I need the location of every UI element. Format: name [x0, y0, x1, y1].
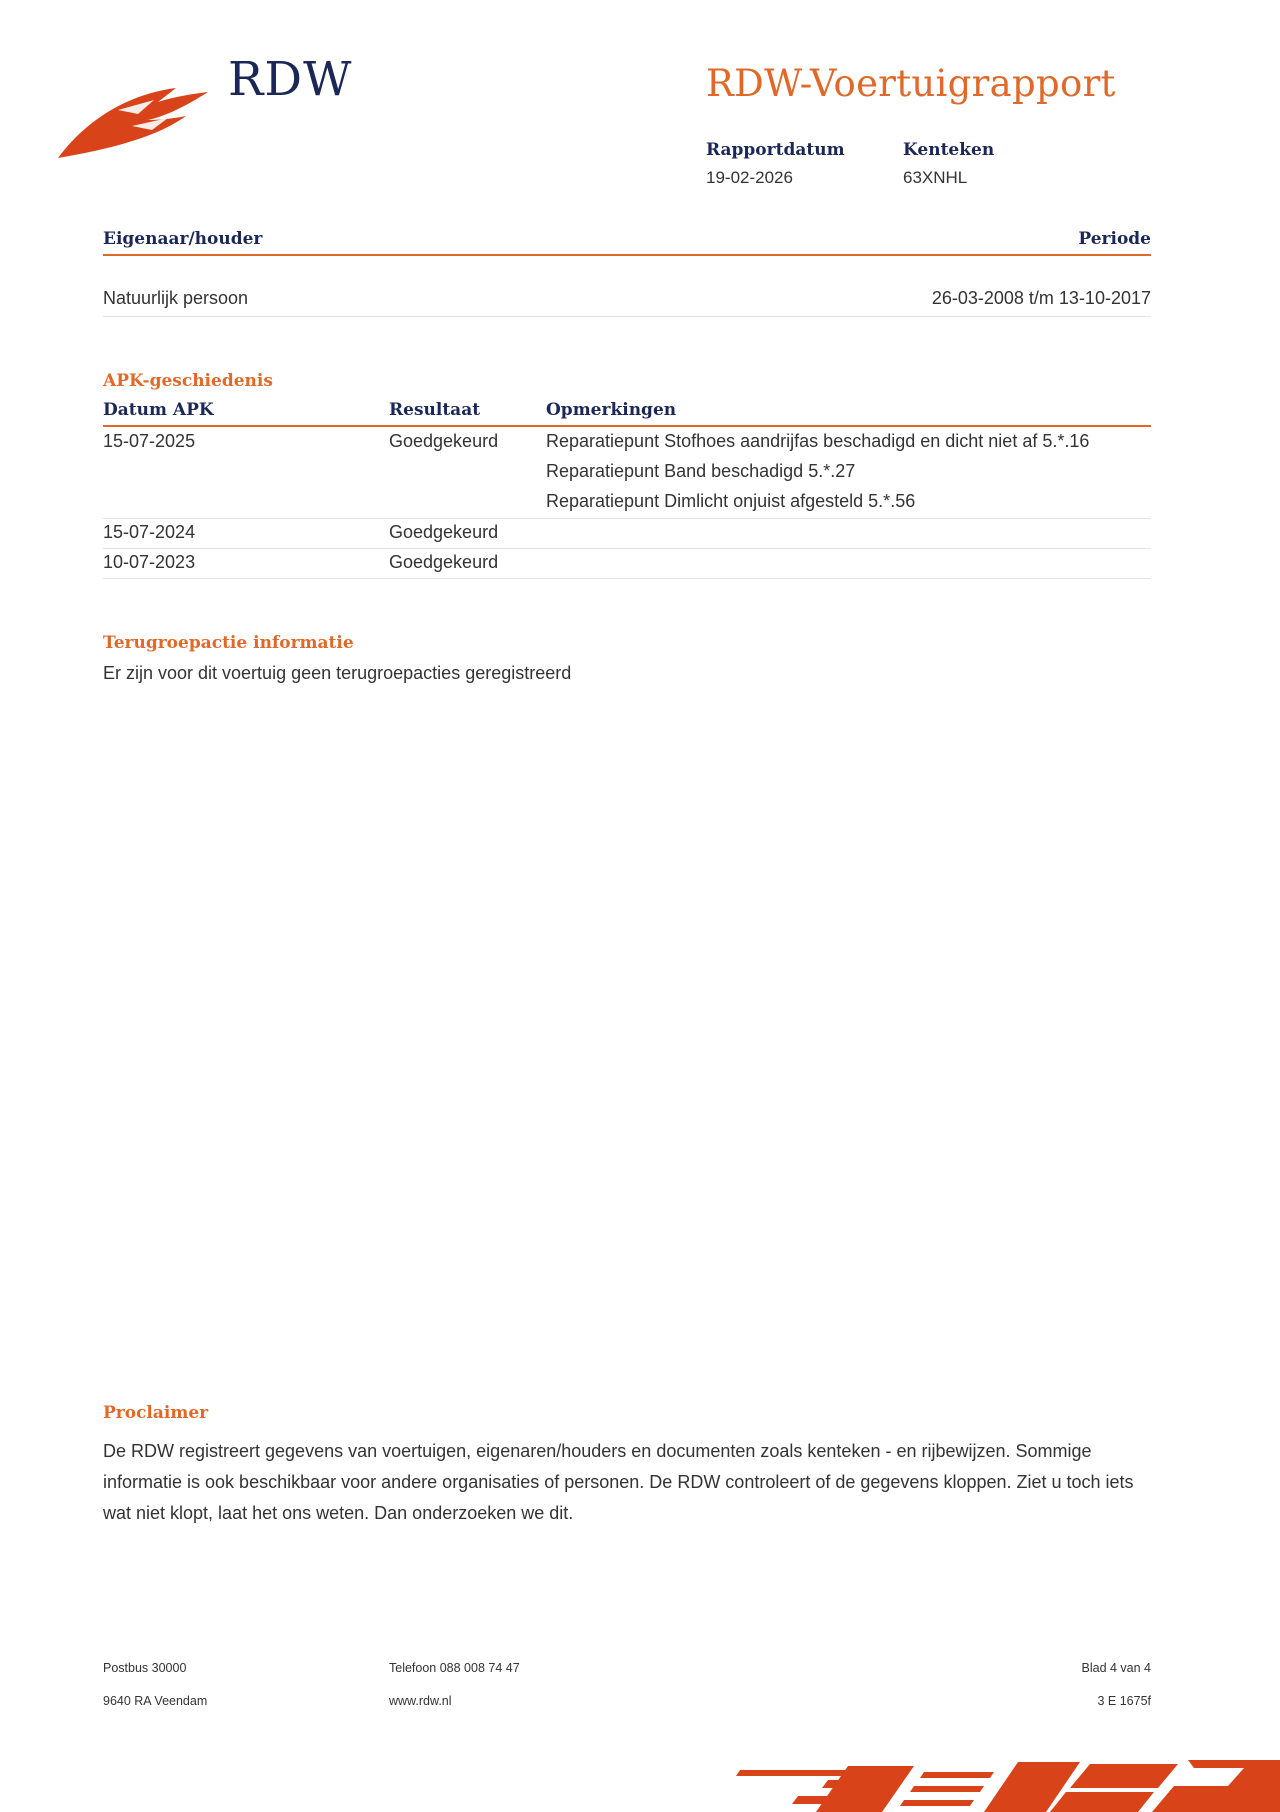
- rdw-logo-icon: [58, 80, 210, 160]
- apk-row-remark: Reparatiepunt Dimlicht onjuist afgesteld 5.*.56: [546, 491, 916, 511]
- footer-document-code: 3 E 1675f: [1097, 1694, 1151, 1708]
- apk-row-remark: Reparatiepunt Stofhoes aandrijfas beschadigd en dicht niet af 5.*.16: [546, 431, 1090, 451]
- report-date-value: 19-02-2026: [706, 168, 793, 187]
- plate-value: 63XNHL: [903, 168, 968, 187]
- apk-row-date: 10-07-2023: [103, 552, 196, 572]
- apk-row-result: Goedgekeurd: [389, 552, 499, 572]
- recall-section-title: Terugroepactie informatie: [103, 633, 354, 653]
- plate-label: Kenteken: [903, 140, 995, 160]
- report-title: RDW-Voertuigrapport: [706, 62, 1116, 105]
- owner-type: Natuurlijk persoon: [103, 288, 249, 308]
- footer-address-line1: Postbus 30000: [103, 1661, 187, 1675]
- apk-row-date: 15-07-2025: [103, 431, 196, 451]
- owner-row-divider: [103, 316, 1151, 317]
- footer-website[interactable]: www.rdw.nl: [389, 1694, 452, 1708]
- apk-row-divider: [103, 578, 1151, 579]
- period-column-header: Periode: [1078, 229, 1151, 249]
- apk-row-divider: [103, 548, 1151, 549]
- recall-text: Er zijn voor dit voertuig geen terugroepacties geregistreerd: [103, 663, 572, 683]
- report-date-label: Rapportdatum: [706, 140, 845, 160]
- owner-period: 26-03-2008 t/m 13-10-2017: [931, 288, 1151, 308]
- apk-row-date: 15-07-2024: [103, 522, 196, 542]
- apk-row-divider: [103, 518, 1151, 519]
- apk-col-date: Datum APK: [103, 400, 214, 420]
- apk-col-result: Resultaat: [389, 400, 481, 420]
- footer-phone: Telefoon 088 008 74 47: [389, 1661, 520, 1675]
- disclaimer-text: De RDW registreert gegevens van voertuigen, eigenaren/houders en documenten zoals kenteken - en rijbewijzen. Sommige informatie is ook beschikbaar voor andere organisaties of personen. De RDW controleert of de gegevens kloppen. Ziet u toch iets wat niet klopt, laat het ons weten. Dan onderzoeken we dit.: [103, 1441, 1134, 1523]
- owner-column-header: Eigenaar/houder: [103, 229, 263, 249]
- footer-address-line2: 9640 RA Veendam: [103, 1694, 208, 1708]
- apk-row-result: Goedgekeurd: [389, 431, 499, 451]
- owner-header-rule: [103, 254, 1151, 256]
- apk-section-title: APK-geschiedenis: [103, 371, 273, 391]
- apk-header-rule: [103, 425, 1151, 427]
- disclaimer-title: Proclaimer: [103, 1403, 209, 1423]
- apk-col-remarks: Opmerkingen: [546, 400, 677, 420]
- apk-row-result: Goedgekeurd: [389, 522, 499, 542]
- footer-page-number: Blad 4 van 4: [1081, 1661, 1151, 1675]
- rdw-logo-text: RDW: [228, 52, 353, 107]
- apk-row-remark: Reparatiepunt Band beschadigd 5.*.27: [546, 461, 856, 481]
- decorative-stripes-icon: [728, 1760, 1280, 1812]
